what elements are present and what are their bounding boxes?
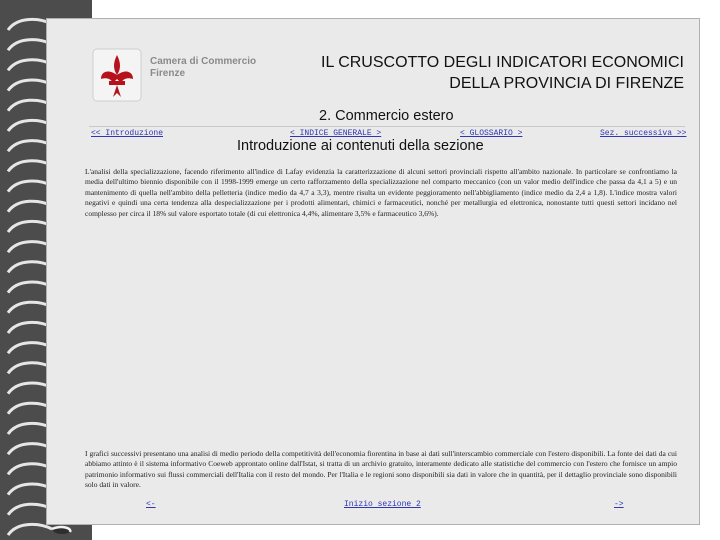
link-sezione-successiva[interactable]: Sez. successiva >> [600,129,687,138]
binding-ring-icon [8,524,71,535]
link-glossario[interactable]: < GLOSSARIO > [460,129,523,138]
page-title-line-1: IL CRUSCOTTO DEGLI INDICATORI ECONOMICI [321,54,684,71]
section-title: 2. Commercio estero [319,108,454,124]
section-subtitle: Introduzione ai contenuti della sezione [237,138,484,154]
page-title [214,52,684,94]
logo-line-2: Firenze [150,68,186,79]
next-arrow-link[interactable]: -> [614,500,624,509]
intro-paragraph-1: L'analisi della specializzazione, facendo riferimento all'indice di Lafay evidenzia la caratterizzazione di alcuni settori provinciali rispetto all'ambito nazionale. In particolare se confrontiamo la media dell'ultimo biennio disponibile con il 1998-1999 emerge un certo rafforzamento della specializzazione nel comparto meccanico (con un valor medio dell'indice che passa da 4,1 a 5) e un mantenimento di quella nell'ambito della pelletteria (indice medio da 4,7 a 3,3), mentre risulta un evidente peggioramento nell'abbigliamento (indice medio da 2,4 a 1,8). L'indice mostra valori negativi e quindi una certa tendenza alla despecializzazione per i prodotti alimentari, chimici e farmaceutici, nonché per metallurgia ed elettronica, nonostante tutti questi settori incidano nel complesso per circa il 18% sul valore esportato totale (di cui elettronica 4,4%, alimentare 3,5% e farmaceutico 3,6%). [85,166,677,218]
divider [89,126,685,127]
prev-arrow-link[interactable]: <- [146,500,156,509]
slide-page [46,18,700,525]
logo-line-1: Camera di Commercio [150,56,257,67]
page-title-line-2: DELLA PROVINCIA DI FIRENZE [449,75,684,92]
link-indice-generale[interactable]: < INDICE GENERALE > [290,129,382,138]
link-inizio-sezione[interactable]: Inizio sezione 2 [344,500,421,509]
link-introduzione[interactable]: << Introduzione [91,129,164,138]
intro-paragraph-2: I grafici successivi presentano una analisi di medio periodo della competitività dell'economia fiorentina in base ai dati sull'interscambio commerciale con l'estero disponibili. La fonte dei dati da cui abbiamo attinto è il sistema informativo Coeweb approntato online dall'Istat, si tratta di un archivio gratuito, interamente dedicato alle statistiche del commercio con l'estero che fornisce un ampio patrimonio informativo sui flussi commerciali dell'Italia con il resto del mondo. Per l'Italia e le regioni sono disponibili sia dati in valore che in quantità, per il dettaglio provinciale sono disponibili solo dati in valore. [85,448,677,489]
lily-emblem-icon [87,45,147,105]
